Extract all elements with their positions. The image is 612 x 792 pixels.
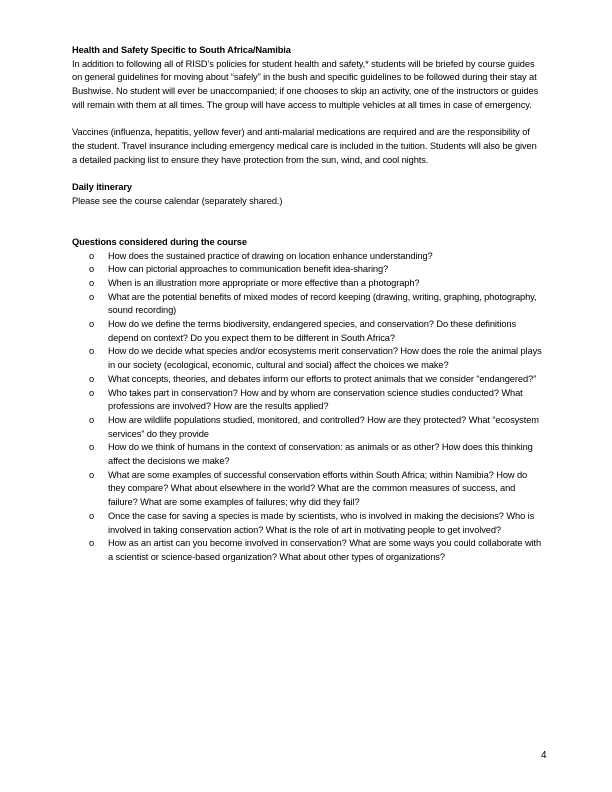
bullet-icon: o (89, 291, 95, 302)
spacer (72, 208, 544, 235)
question-text: Who takes part in conservation? How and by whom are conservation science studies conducted? What professions are involved? How are the results applied? (108, 387, 523, 412)
bullet-icon: o (89, 373, 95, 384)
question-item (72, 387, 544, 414)
question-item (72, 510, 544, 537)
page-number: 4 (541, 750, 547, 761)
question-item (72, 250, 544, 264)
question-item (72, 414, 544, 441)
health-safety-paragraph-2: Vaccines (influenza, hepatitis, yellow fever) and anti-malarial medications are required and are the responsibility of the student. Travel insurance including emergency medical care is included in the tuition. Students will also be given a detailed packing list to ensure they have protection from the sun, wind, and cool nights. (72, 127, 537, 165)
question-item (72, 345, 544, 372)
question-item (72, 263, 544, 277)
question-text: How can pictorial approaches to communication benefit idea-sharing? (108, 264, 389, 275)
bullet-icon: o (89, 346, 95, 357)
question-text: What are some examples of successful conservation efforts within South Africa; within Namibia? How do they compare? What about elsewhere in the world? What are the common measures of success, and failure? What are some examples of failures; why did they fail? (108, 469, 528, 508)
bullet-icon: o (89, 469, 95, 480)
spacer (72, 167, 544, 181)
question-item (72, 277, 544, 291)
question-text: What concepts, theories, and debates inform our efforts to protect animals that we consider “endangered?” (108, 373, 537, 384)
bullet-icon: o (89, 414, 95, 425)
question-text: How are wildlife populations studied, monitored, and controlled? How are they protected? What “ecosystem services” do they provide (108, 414, 539, 439)
question-item (72, 441, 544, 468)
daily-itinerary-heading: Daily itinerary (72, 182, 132, 192)
bullet-icon: o (89, 319, 95, 330)
bullet-icon: o (89, 538, 95, 549)
question-text: How do we define the terms biodiversity, endangered species, and conservation? Do these definitions depend on context? Do you expect them to be different in South Africa? (108, 319, 517, 343)
bullet-icon: o (89, 442, 95, 453)
question-text: Once the case for saving a species is made by scientists, who is involved in making the decisions? Who is involved in taking conservation action? What is the role of art in motivating people to get involved? (108, 510, 535, 535)
bullet-icon: o (89, 264, 95, 275)
questions-list (72, 250, 544, 565)
daily-itinerary-paragraph: Please see the course calendar (separately shared.) (72, 195, 283, 206)
question-item (72, 318, 544, 345)
question-text: When is an illustration more appropriate or more effective than a photograph? (108, 277, 420, 288)
question-item (72, 469, 544, 510)
question-text: How does the sustained practice of drawing on location enhance understanding? (108, 250, 433, 261)
health-safety-heading: Health and Safety Specific to South Africa/Namibia (72, 45, 291, 55)
bullet-icon: o (89, 387, 95, 398)
bullet-icon: o (89, 277, 95, 288)
question-item (72, 373, 544, 387)
spacer (72, 113, 544, 127)
health-safety-paragraph-1: In addition to following all of RISD’s policies for student health and safety,* students will be briefed by course guides on general guidelines for moving about “safely” in the bush and specific guidelines to be followed during their stay at Bushwise. No student will ever be unaccompanied; if one chooses to skip an activity, one of the instructors or guides will remain with them at all times. The group will have access to multiple vehicles at all times in case of emergency. (72, 58, 539, 110)
bullet-icon: o (89, 510, 95, 521)
question-text: How as an artist can you become involved in conservation? What are some ways you could collaborate with a scientist or science-based organization? What about other types of organizations? (108, 538, 542, 562)
question-item (72, 291, 544, 318)
question-text: What are the potential benefits of mixed modes of record keeping (drawing, writing, graphing, photography, sound recording) (108, 291, 537, 316)
document-page (72, 44, 544, 565)
questions-heading: Questions considered during the course (72, 236, 247, 247)
bullet-icon: o (89, 250, 95, 261)
question-text: How do we think of humans in the context of conservation: as animals or as other? How does this thinking affect the decisions we make? (108, 442, 533, 467)
question-item (72, 537, 544, 564)
question-text: How do we decide what species and/or ecosystems merit conservation? How does the role the animal plays in our society (ecological, economic, cultural and social) affect the choices we make? (108, 346, 542, 371)
